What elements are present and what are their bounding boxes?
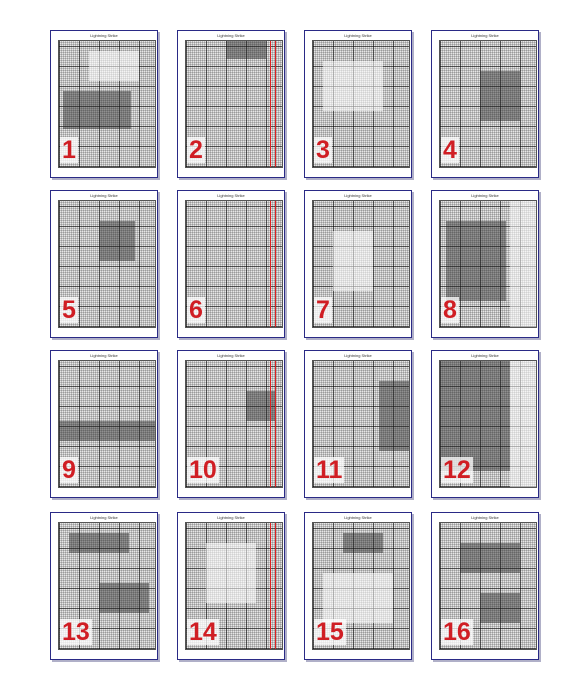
page-number: 3 — [316, 136, 330, 164]
page-number: 6 — [189, 296, 203, 324]
page-number: 16 — [443, 618, 471, 646]
page-title: Lightning Strike — [471, 193, 499, 198]
page-title: Lightning Strike — [90, 353, 118, 358]
page-thumbnail-6[interactable] — [177, 190, 285, 338]
page-number: 8 — [443, 296, 457, 324]
page-number: 13 — [62, 618, 90, 646]
page-title: Lightning Strike — [217, 193, 245, 198]
page-number: 14 — [189, 618, 217, 646]
page-title: Lightning Strike — [471, 515, 499, 520]
page-title: Lightning Strike — [90, 193, 118, 198]
page-title: Lightning Strike — [90, 33, 118, 38]
page-number: 11 — [316, 456, 343, 484]
page-thumbnail-2[interactable] — [177, 30, 285, 178]
page-number: 10 — [189, 456, 217, 484]
page-thumbnail-15[interactable] — [304, 512, 412, 660]
page-title: Lightning Strike — [344, 193, 372, 198]
page-thumbnail-3[interactable] — [304, 30, 412, 178]
page-title: Lightning Strike — [217, 515, 245, 520]
page-number: 2 — [189, 136, 203, 164]
page-thumbnail-14[interactable] — [177, 512, 285, 660]
page-thumbnail-11[interactable] — [304, 350, 412, 498]
page-number: 15 — [316, 618, 344, 646]
page-thumbnail-8[interactable] — [431, 190, 539, 338]
page-title: Lightning Strike — [217, 353, 245, 358]
page-thumbnail-4[interactable] — [431, 30, 539, 178]
page-number: 9 — [62, 456, 76, 484]
page-number: 5 — [62, 296, 76, 324]
page-number: 1 — [62, 136, 76, 164]
page-number: 12 — [443, 456, 471, 484]
page-title: Lightning Strike — [471, 353, 499, 358]
page-title: Lightning Strike — [344, 515, 372, 520]
page-title: Lightning Strike — [344, 33, 372, 38]
page-thumbnail-9[interactable] — [50, 350, 158, 498]
page-thumbnail-13[interactable] — [50, 512, 158, 660]
page-thumbnail-16[interactable] — [431, 512, 539, 660]
page-thumbnail-10[interactable] — [177, 350, 285, 498]
page-thumbnail-1[interactable] — [50, 30, 158, 178]
page-title: Lightning Strike — [471, 33, 499, 38]
page-thumbnail-7[interactable] — [304, 190, 412, 338]
page-title: Lightning Strike — [344, 353, 372, 358]
page-title: Lightning Strike — [90, 515, 118, 520]
page-thumbnail-12[interactable] — [431, 350, 539, 498]
page-title: Lightning Strike — [217, 33, 245, 38]
page-thumbnail-5[interactable] — [50, 190, 158, 338]
page-number: 4 — [443, 136, 457, 164]
page-number: 7 — [316, 296, 330, 324]
